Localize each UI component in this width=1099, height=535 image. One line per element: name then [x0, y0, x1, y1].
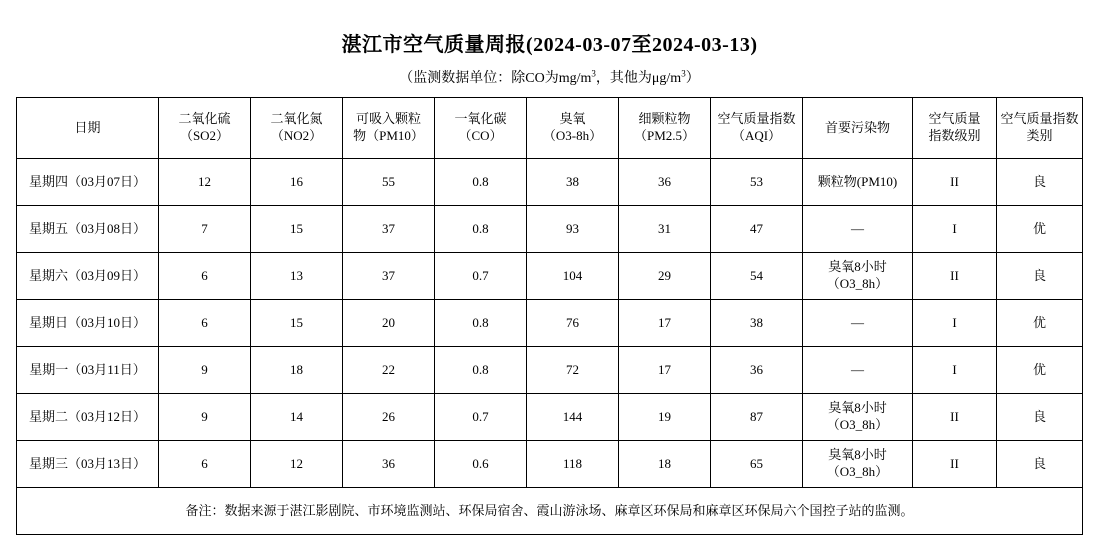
column-header-o3-line2: （O3-8h） [542, 128, 603, 143]
cell-so2: 6 [159, 441, 251, 488]
cell-no2: 15 [251, 300, 343, 347]
column-header-level-line1: 空气质量 [928, 111, 981, 127]
cell-main-pollutant-line1: — [851, 220, 864, 236]
cell-date: 星期六（03月09日） [17, 253, 159, 300]
column-header-no2-line2: （NO2） [270, 128, 323, 143]
cell-pm10: 55 [343, 159, 435, 206]
table-row [17, 253, 1083, 300]
cell-co: 0.8 [435, 300, 527, 347]
air-quality-table [16, 97, 1083, 535]
cell-aqi: 54 [711, 253, 803, 300]
cell-main-pollutant [803, 206, 913, 253]
cell-o3: 118 [527, 441, 619, 488]
units-note-sup-1: 3 [591, 68, 596, 79]
cell-co: 0.8 [435, 206, 527, 253]
table-body [17, 159, 1083, 535]
cell-main-pollutant [803, 441, 913, 488]
cell-main-pollutant [803, 300, 913, 347]
cell-co: 0.8 [435, 347, 527, 394]
cell-aqi: 47 [711, 206, 803, 253]
table-row [17, 159, 1083, 206]
cell-so2: 12 [159, 159, 251, 206]
units-note-prefix: （监测数据单位：除CO为mg/m [399, 71, 592, 86]
cell-pm10: 36 [343, 441, 435, 488]
cell-date: 星期日（03月10日） [17, 300, 159, 347]
cell-category: 优 [997, 347, 1083, 394]
cell-aqi: 53 [711, 159, 803, 206]
cell-o3: 38 [527, 159, 619, 206]
cell-category: 优 [997, 300, 1083, 347]
table-row [17, 441, 1083, 488]
cell-so2: 7 [159, 206, 251, 253]
weekly-air-quality-report-page [0, 28, 1099, 521]
cell-date: 星期二（03月12日） [17, 394, 159, 441]
cell-pm25: 17 [619, 347, 711, 394]
column-header-pm25-line2: （PM2.5） [633, 128, 696, 143]
column-header-so2-line2: （SO2） [179, 128, 230, 143]
cell-pm25: 36 [619, 159, 711, 206]
cell-aqi: 38 [711, 300, 803, 347]
units-note [0, 67, 1099, 87]
column-header-pm10-line1: 可吸入颗粒 [355, 111, 421, 127]
cell-main-pollutant-line1: — [851, 361, 864, 377]
page-title: 湛江市空气质量周报(2024-03-07至2024-03-13) [341, 34, 758, 56]
cell-date: 星期一（03月11日） [17, 347, 159, 394]
column-header-o3-line1: 臭氧 [559, 111, 586, 127]
cell-pm10: 37 [343, 206, 435, 253]
cell-level: I [913, 300, 997, 347]
column-header-so2-line1: 二氧化硫 [178, 111, 231, 127]
cell-pm10: 20 [343, 300, 435, 347]
cell-level: II [913, 441, 997, 488]
header-row [17, 98, 1083, 159]
cell-category: 优 [997, 206, 1083, 253]
table-row [17, 206, 1083, 253]
cell-level: II [913, 159, 997, 206]
cell-so2: 9 [159, 347, 251, 394]
column-header-co-line2: （CO） [458, 128, 503, 143]
table-row [17, 300, 1083, 347]
table-footnote: 备注：数据来源于湛江影剧院、市环境监测站、环保局宿舍、霞山游泳场、麻章区环保局和麻章区环保局六个国控子站的监测。 [17, 488, 1083, 535]
column-header-co [435, 98, 527, 159]
cell-main-pollutant-line1: — [851, 314, 864, 330]
cell-pm25: 19 [619, 394, 711, 441]
cell-level: II [913, 253, 997, 300]
cell-category: 良 [997, 159, 1083, 206]
cell-aqi: 87 [711, 394, 803, 441]
cell-category: 良 [997, 394, 1083, 441]
column-header-aqi [711, 98, 803, 159]
cell-main-pollutant [803, 347, 913, 394]
table-header [17, 98, 1083, 159]
cell-so2: 6 [159, 253, 251, 300]
cell-main-pollutant-line2: （O3_8h） [826, 417, 889, 432]
cell-so2: 9 [159, 394, 251, 441]
units-note-sup-2: 3 [681, 68, 686, 79]
cell-o3: 72 [527, 347, 619, 394]
cell-level: I [913, 206, 997, 253]
cell-so2: 6 [159, 300, 251, 347]
table-row [17, 394, 1083, 441]
column-header-level [913, 98, 997, 159]
cell-pm25: 18 [619, 441, 711, 488]
cell-main-pollutant [803, 394, 913, 441]
cell-category: 良 [997, 441, 1083, 488]
cell-main-pollutant [803, 253, 913, 300]
column-header-level-line2: 指数级别 [928, 128, 981, 143]
cell-date: 星期三（03月13日） [17, 441, 159, 488]
column-header-pm25 [619, 98, 711, 159]
cell-pm10: 26 [343, 394, 435, 441]
column-header-pm10 [343, 98, 435, 159]
cell-main-pollutant-line1: 臭氧8小时 [828, 400, 887, 416]
units-note-mid: ，其他为μg/m [595, 71, 682, 86]
cell-main-pollutant-line1: 臭氧8小时 [828, 447, 887, 463]
cell-no2: 13 [251, 253, 343, 300]
cell-o3: 76 [527, 300, 619, 347]
column-header-category [997, 98, 1083, 159]
cell-no2: 16 [251, 159, 343, 206]
table-row [17, 347, 1083, 394]
column-header-category-line1: 空气质量指数 [1000, 111, 1079, 127]
cell-pm10: 22 [343, 347, 435, 394]
cell-main-pollutant-line2: （O3_8h） [826, 464, 889, 479]
column-header-pm10-line2: 物（PM10） [353, 128, 424, 143]
cell-co: 0.8 [435, 159, 527, 206]
column-header-no2 [251, 98, 343, 159]
units-note-suffix: ） [685, 71, 700, 86]
cell-no2: 18 [251, 347, 343, 394]
cell-o3: 93 [527, 206, 619, 253]
column-header-no2-line1: 二氧化氮 [270, 111, 323, 127]
cell-aqi: 65 [711, 441, 803, 488]
cell-date: 星期五（03月08日） [17, 206, 159, 253]
cell-no2: 15 [251, 206, 343, 253]
cell-o3: 104 [527, 253, 619, 300]
cell-no2: 14 [251, 394, 343, 441]
cell-pm25: 31 [619, 206, 711, 253]
table-footnote-row [17, 488, 1083, 535]
column-header-co-line1: 一氧化碳 [454, 111, 507, 127]
cell-pm25: 17 [619, 300, 711, 347]
column-header-pm25-line1: 细颗粒物 [638, 111, 691, 127]
cell-o3: 144 [527, 394, 619, 441]
column-header-date [17, 98, 159, 159]
cell-co: 0.7 [435, 253, 527, 300]
column-header-o3 [527, 98, 619, 159]
cell-main-pollutant [803, 159, 913, 206]
column-header-category-line2: 类别 [1026, 128, 1053, 143]
column-header-so2 [159, 98, 251, 159]
cell-co: 0.6 [435, 441, 527, 488]
column-header-date-line1: 日期 [74, 119, 101, 135]
cell-main-pollutant-line1: 颗粒物(PM10) [817, 173, 898, 189]
cell-date: 星期四（03月07日） [17, 159, 159, 206]
column-header-main-pollutant-line1: 首要污染物 [824, 119, 890, 135]
column-header-aqi-line2: （AQI） [731, 128, 782, 143]
column-header-aqi-line1: 空气质量指数 [717, 111, 796, 127]
cell-no2: 12 [251, 441, 343, 488]
cell-main-pollutant-line1: 臭氧8小时 [828, 259, 887, 275]
cell-aqi: 36 [711, 347, 803, 394]
cell-main-pollutant-line2: （O3_8h） [826, 276, 889, 291]
cell-pm10: 37 [343, 253, 435, 300]
cell-category: 良 [997, 253, 1083, 300]
cell-pm25: 29 [619, 253, 711, 300]
cell-level: I [913, 347, 997, 394]
cell-co: 0.7 [435, 394, 527, 441]
column-header-main-pollutant [803, 98, 913, 159]
cell-level: II [913, 394, 997, 441]
